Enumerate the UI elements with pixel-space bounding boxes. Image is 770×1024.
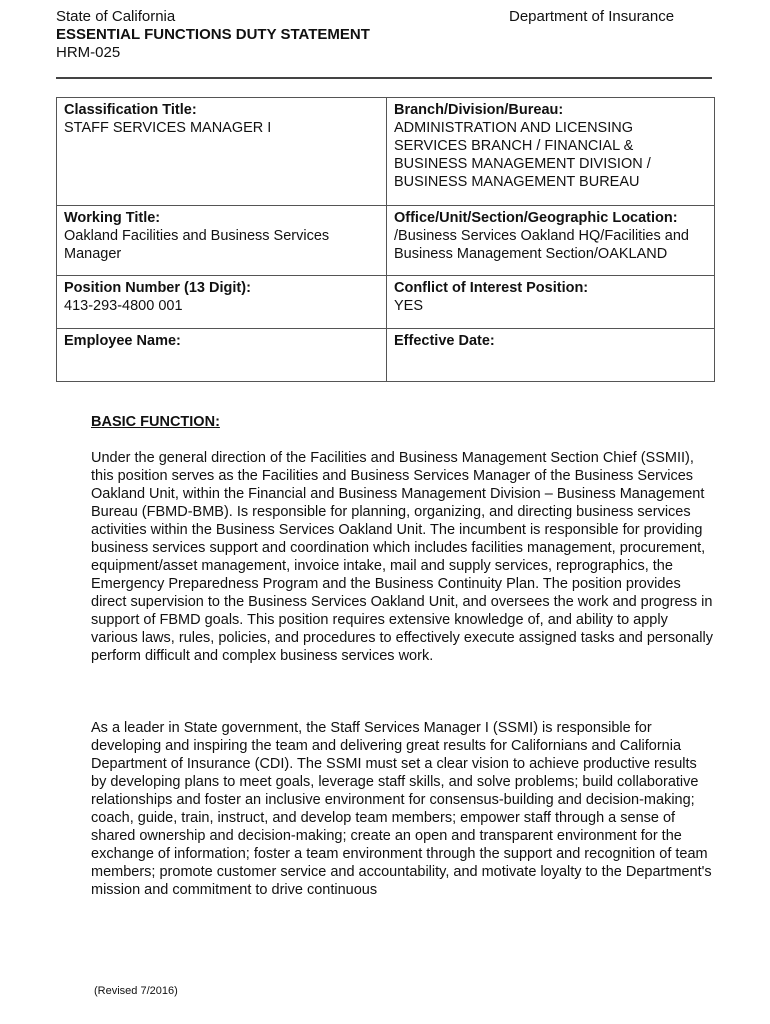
conflict-label: Conflict of Interest Position:	[394, 280, 589, 296]
position-number-cell	[57, 276, 387, 329]
state-name: State of California	[56, 8, 176, 25]
form-number: HRM-025	[56, 44, 121, 61]
document-header	[56, 8, 370, 62]
effective-date-cell	[387, 329, 715, 382]
working-title-label: Working Title:	[64, 210, 161, 226]
classification-title-cell	[57, 98, 387, 206]
position-number-value: 413-293-4800 001	[64, 298, 183, 314]
effective-date-label: Effective Date:	[394, 333, 495, 349]
position-info-table	[56, 97, 715, 382]
office-label: Office/Unit/Section/Geographic Location:	[394, 210, 678, 226]
header-divider	[56, 77, 712, 79]
classification-title-value: STAFF SERVICES MANAGER I	[64, 120, 272, 136]
basic-function-heading-colon: :	[215, 414, 220, 430]
branch-label: Branch/Division/Bureau:	[394, 102, 564, 118]
table-row	[57, 276, 715, 329]
branch-cell	[387, 98, 715, 206]
basic-function-heading-text: BASIC FUNCTION	[91, 414, 216, 430]
working-title-value: Oakland Facilities and Business Services Manager	[64, 228, 330, 262]
branch-value: ADMINISTRATION AND LICENSING SERVICES BRANCH / FINANCIAL & BUSINESS MANAGEMENT DIVISION / BUSINESS MANAGEMENT BUREAU	[394, 120, 651, 190]
table-row	[57, 98, 715, 206]
basic-function-paragraph-1: Under the general direction of the Facilities and Business Management Section Chief (SSMII), this position serves as the Facilities and Business Services Manager of the Business Services Oakland Unit, within the Financial and Business Management Division – Business Management Bureau (FBMD-BMB). Is responsible for planning, organizing, and directing business services activities within the Business Services Oakland Unit. The incumbent is responsible for providing business services support and coordination which includes facilities management, procurement, equipment/asset management, invoice intake, mail and supply services, reprographics, the Emergency Preparedness Program and the Business Continuity Plan. The position provides direct supervision to the Business Services Oakland Unit, and oversees the work and progress in support of FBMD goals. This position requires extensive knowledge of, and ability to apply various laws, rules, policies, and procedures to effectively execute assigned tasks and personally perform difficult and complex business services work.	[91, 450, 713, 664]
classification-title-label: Classification Title:	[64, 102, 197, 118]
document-title: ESSENTIAL FUNCTIONS DUTY STATEMENT	[56, 26, 370, 43]
employee-name-label: Employee Name:	[64, 333, 181, 349]
revision-note: (Revised 7/2016)	[94, 985, 178, 997]
table-row	[57, 206, 715, 276]
office-cell	[387, 206, 715, 276]
position-number-label: Position Number (13 Digit):	[64, 280, 251, 296]
table-row	[57, 329, 715, 382]
office-value: /Business Services Oakland HQ/Facilities and Business Management Section/OAKLAND	[394, 228, 689, 262]
basic-function-paragraph-2: As a leader in State government, the Staff Services Manager I (SSMI) is responsible for developing and inspiring the team and delivering great results for Californians and California Department of Insurance (CDI). The SSMI must set a clear vision to achieve productive results by developing plans to meet goals, leverage staff skills, and solve problems; build collaborative relationships and foster an inclusive environment for consensus-building and decision-making; coach, guide, train, instruct, and develop team members; empower staff through a sense of shared ownership and decision-making; create an open and transparent environment for the exchange of information; foster a team environment through the support and recognition of team members; promote customer service and accountability, and motivate loyalty to the Department's mission and commitment to drive continuous	[91, 720, 712, 898]
department-name: Department of Insurance	[509, 8, 675, 25]
employee-name-cell	[57, 329, 387, 382]
basic-function-heading	[91, 413, 716, 431]
conflict-value: YES	[394, 298, 424, 314]
working-title-cell	[57, 206, 387, 276]
conflict-cell	[387, 276, 715, 329]
